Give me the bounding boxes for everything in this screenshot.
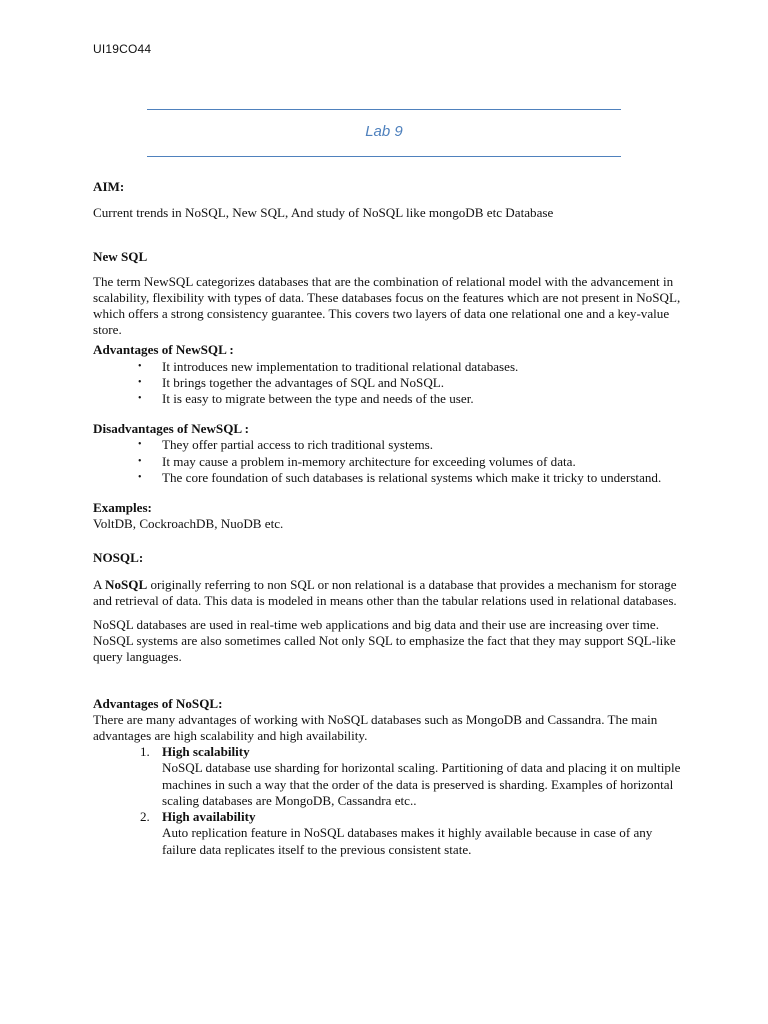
nosql-p1-lead: A xyxy=(93,576,106,592)
newsql-disadvantages-list xyxy=(93,437,683,486)
list-item: • It introduces new implementation to traditional relational databases. xyxy=(162,359,683,375)
list-item: • It is easy to migrate between the type and needs of the user. xyxy=(162,391,683,407)
nosql-paragraph-2: NoSQL databases are used in real-time web applications and big data and their use are increasing over time. NoSQL systems are also sometimes called Not only SQL to emphasize the fact that they may support SQL-like query languages. xyxy=(93,617,676,665)
list-item xyxy=(140,744,683,809)
list-item: • It may cause a problem in-memory architecture for exceeding volumes of data. xyxy=(162,454,683,470)
newsql-heading: New SQL xyxy=(93,249,148,265)
list-number: 2. xyxy=(140,809,150,825)
examples-heading: Examples: xyxy=(93,500,152,516)
nosql-heading: NOSQL: xyxy=(93,550,144,566)
nosql-p1-term: NoSQL xyxy=(105,576,148,592)
list-item: • The core foundation of such databases is relational systems which make it tricky to understand. xyxy=(162,470,683,486)
title-bottom-rule xyxy=(147,156,621,157)
nosql-advantages-heading: Advantages of NoSQL: xyxy=(93,695,223,711)
title-top-rule xyxy=(147,109,621,110)
list-item: • They offer partial access to rich traditional systems. xyxy=(162,437,683,453)
aim-text: Current trends in NoSQL, New SQL, And study of NoSQL like mongoDB etc Database xyxy=(93,205,554,221)
page-title: Lab 9 xyxy=(365,123,403,140)
newsql-paragraph: The term NewSQL categorizes databases that are the combination of relational model with the advancement in scalability, flexibility with types of data. These databases focus on the features which are not present in NoSQL, which offers a strong consistency guarantee. This covers two layers of data one relational one and a key-value store. xyxy=(93,273,681,338)
nosql-advantages-intro: There are many advantages of working with NoSQL databases such as MongoDB and Cassandra. The main advantages are high scalability and high availability. xyxy=(93,711,658,744)
list-item xyxy=(140,809,683,858)
list-item-title: High scalability xyxy=(162,744,250,760)
newsql-disadvantages-heading: Disadvantages of NewSQL : xyxy=(93,421,250,437)
nosql-paragraph-1 xyxy=(93,577,683,609)
list-number: 1. xyxy=(140,744,150,760)
list-item-title: High availability xyxy=(162,809,256,825)
document-id: UI19CO44 xyxy=(93,42,152,56)
nosql-advantages-list xyxy=(93,744,683,857)
document-body xyxy=(93,179,683,858)
list-item: • It brings together the advantages of SQL and NoSQL. xyxy=(162,375,683,391)
list-item-text: Auto replication feature in NoSQL databases makes it highly available because in case of any failure data replicates itself to the previous consistent state. xyxy=(162,825,653,857)
list-item-text: NoSQL database use sharding for horizontal scaling. Partitioning of data and placing it on multiple machines in such a way that the order of the data is preserved is sharding. Examples of horizontal scaling databases are MongoDB, Cassandra etc.. xyxy=(162,760,681,808)
newsql-advantages-heading: Advantages of NewSQL : xyxy=(93,342,234,358)
aim-heading: AIM: xyxy=(93,179,125,194)
newsql-advantages-list xyxy=(93,359,683,408)
nosql-p1-rest: originally referring to non SQL or non relational is a database that provides a mechanism for storage and retrieval of data. This data is modeled in means other than the tabular relations used in relational databases. xyxy=(93,576,677,608)
examples-text: VoltDB, CockroachDB, NuoDB etc. xyxy=(93,516,284,532)
